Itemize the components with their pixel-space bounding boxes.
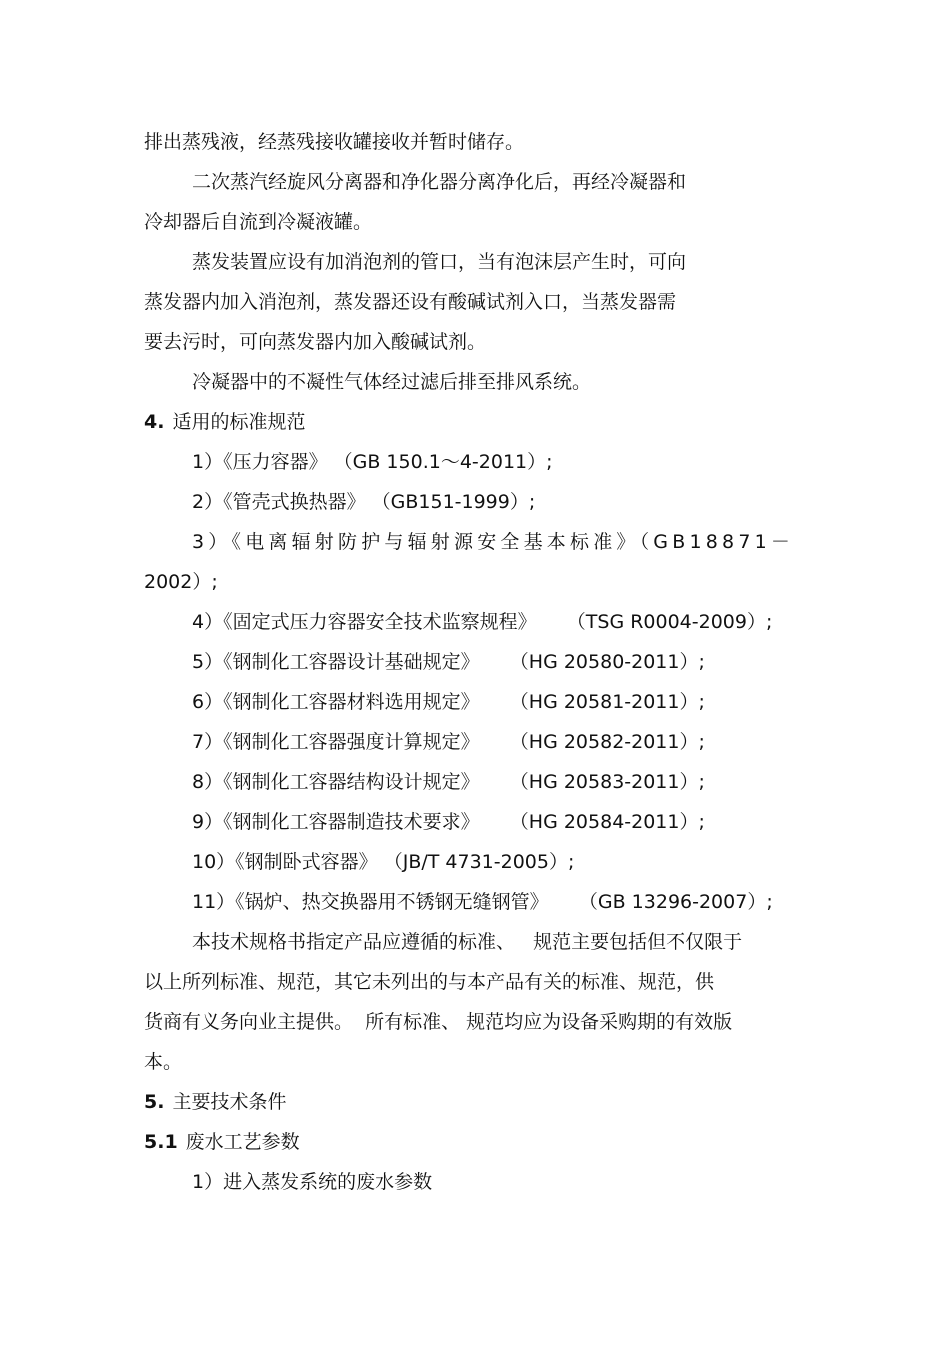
section-number: 5.1 [144, 1131, 178, 1153]
standard-item: 10）《钢制卧式容器》 （JB/T 4731-2005）; [192, 851, 575, 873]
paragraph-line: 二次蒸汽经旋风分离器和净化器分离净化后，再经冷凝器和 [192, 171, 687, 193]
paragraph-line: 蒸发器内加入消泡剂，蒸发器还设有酸碱试剂入口，当蒸发器需 [144, 291, 677, 313]
paragraph-line: 蒸发装置应设有加消泡剂的管口，当有泡沫层产生时，可向 [192, 251, 687, 273]
paragraph-line: 本。 [144, 1051, 183, 1073]
standard-item: 9）《钢制化工容器制造技术要求》 （HG 20584-2011）; [192, 811, 705, 833]
standard-item: 1）《压力容器》 （GB 150.1～4-2011）; [192, 451, 553, 473]
section-heading-5-1 [144, 1128, 300, 1156]
paragraph-line: 本技术规格书指定产品应遵循的标准、 规范主要包括但不仅限于 [192, 931, 743, 953]
section-title: 主要技术条件 [172, 1091, 287, 1113]
section-title: 适用的标准规范 [172, 411, 306, 433]
standard-item: 7）《钢制化工容器强度计算规定》 （HG 20582-2011）; [192, 731, 705, 753]
section-title: 废水工艺参数 [185, 1131, 300, 1153]
standard-item: 6）《钢制化工容器材料选用规定》 （HG 20581-2011）; [192, 691, 705, 713]
standard-item: 5）《钢制化工容器设计基础规定》 （HG 20580-2011）; [192, 651, 705, 673]
standard-item: 2）《管壳式换热器》 （GB151-1999）; [192, 491, 536, 513]
section-heading-5 [144, 1088, 286, 1116]
section-number: 4. [144, 411, 165, 433]
paragraph-line: 排出蒸残液，经蒸残接收罐接收并暂时储存。 [144, 131, 525, 153]
paragraph-line: 冷凝器中的不凝性气体经过滤后排至排风系统。 [192, 371, 592, 393]
standard-item: 8）《钢制化工容器结构设计规定》 （HG 20583-2011）; [192, 771, 705, 793]
list-item: 1）进入蒸发系统的废水参数 [192, 1171, 433, 1193]
standard-item-continuation: 2002）; [144, 571, 218, 593]
paragraph-line: 货商有义务向业主提供。 所有标准、 规范均应为设备采购期的有效版 [144, 1011, 733, 1033]
section-number: 5. [144, 1091, 165, 1113]
standard-item: 3）《电离辐射防护与辐射源安全基本标准》（GB18871－ [192, 531, 795, 553]
paragraph-line: 要去污时，可向蒸发器内加入酸碱试剂。 [144, 331, 487, 353]
paragraph-line: 以上所列标准、规范，其它未列出的与本产品有关的标准、规范，供 [144, 971, 715, 993]
standard-item: 4）《固定式压力容器安全技术监察规程》 （TSG R0004-2009）; [192, 611, 773, 633]
section-heading-4 [144, 408, 305, 436]
paragraph-line: 冷却器后自流到冷凝液罐。 [144, 211, 373, 233]
standard-item: 11）《锅炉、热交换器用不锈钢无缝钢管》 （GB 13296-2007）; [192, 891, 773, 913]
